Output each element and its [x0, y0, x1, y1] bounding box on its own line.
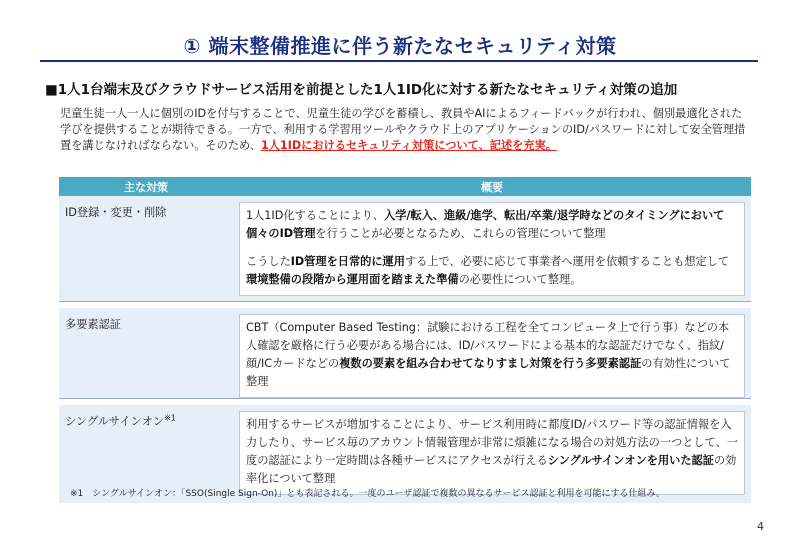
overview-paragraph [246, 253, 738, 289]
overview-box [239, 202, 745, 296]
bold-text: 環境整備の段階から運用面を踏まえた準備 [246, 273, 459, 286]
bold-text: ID管理を日常的に運用 [290, 255, 405, 268]
text-run: の必要性について整理。 [458, 273, 582, 286]
bold-text: 入学/転入、進級/進学、転出/卒業/退学時などのタイミングにおいて個々のID管理 [246, 209, 725, 240]
bold-text: シングルサインオンを用いた認証 [547, 454, 714, 467]
overview-paragraph [246, 416, 738, 488]
text-run: 利用するサービスが増加することにより、サービス利用時に都度ID/パスワード等の認証情報を入力したり、サービス毎のアカウント情報管理が非常に煩雑になる場合の対処方法の一つとして、一度の認証により一定時間は各種サービスにアクセスが行える [246, 418, 738, 467]
measure-label: シングルサインオン [65, 415, 165, 428]
measure-cell: 多要素認証 [59, 308, 233, 399]
measure-cell: ID登録・変更・削除 [59, 196, 233, 302]
header-measure: 主な対策 [59, 177, 233, 196]
footnote-marker: ※1 [164, 413, 176, 423]
measures-table [59, 177, 751, 503]
text-run: こうした [246, 255, 291, 268]
page-number: 4 [757, 520, 764, 533]
footnote: ※1 シングルサインオン：「SSO(Single Sign-On)」とも表記される。一度のユーザ認証で複数の異なるサービス認証と利用を可能にする仕組み。 [70, 489, 665, 499]
overview-box [239, 314, 745, 398]
overview-cell [233, 196, 751, 302]
intro-text: 児童生徒一人一人に個別のIDを付与することで、児童生徒の学びを蓄積し、教員やAIによるフィードバックが行われ、個別最適化された学びを提供することが期待できる。一方で、利用する学習用ツールやクラウド上のアプリケーションのID/パスワードに対して安全管理措置を講じなければならない。そのため、 [60, 107, 746, 152]
section-heading: ■1人1台端末及びクラウドサービス活用を前提とした1人1ID化に対する新たなセキュリティ対策の追加 [45, 82, 678, 98]
overview-cell [233, 308, 751, 399]
text-run: の効率化について整理 [246, 454, 737, 485]
overview-paragraph [246, 207, 738, 243]
intro-paragraph [60, 106, 752, 154]
intro-emphasis: 1人1IDにおけるセキュリティ対策について、記述を充実。 [260, 139, 557, 152]
bold-text: 複数の要素を組み合わせてなりすまし対策を行う多要素認証 [339, 357, 642, 370]
table-row [59, 196, 751, 302]
table-row [59, 308, 751, 399]
page-title: ① 端末整備推進に伴う新たなセキュリティ対策 [183, 34, 617, 58]
text-run: する上で、必要に応じて事業者へ運用を依頼することも想定して [404, 255, 730, 268]
text-run: 1人1ID化することにより、 [246, 209, 385, 222]
overview-box [239, 411, 745, 495]
text-run: の有効性について整理 [246, 357, 731, 388]
text-run: CBT（Computer Based Testing：試験における工程を全てコンピュータ上で行う事）などの本人確認を厳格に行う必要がある場合には、ID/パスワードによる基本的な認証だけでなく、指紋/顔/ICカードなどの [246, 321, 730, 370]
text-run: を行うことが必要となるため、これらの管理について整理 [315, 227, 606, 240]
header-overview: 概要 [233, 177, 751, 196]
title-underline [40, 60, 758, 62]
overview-paragraph [246, 319, 738, 391]
